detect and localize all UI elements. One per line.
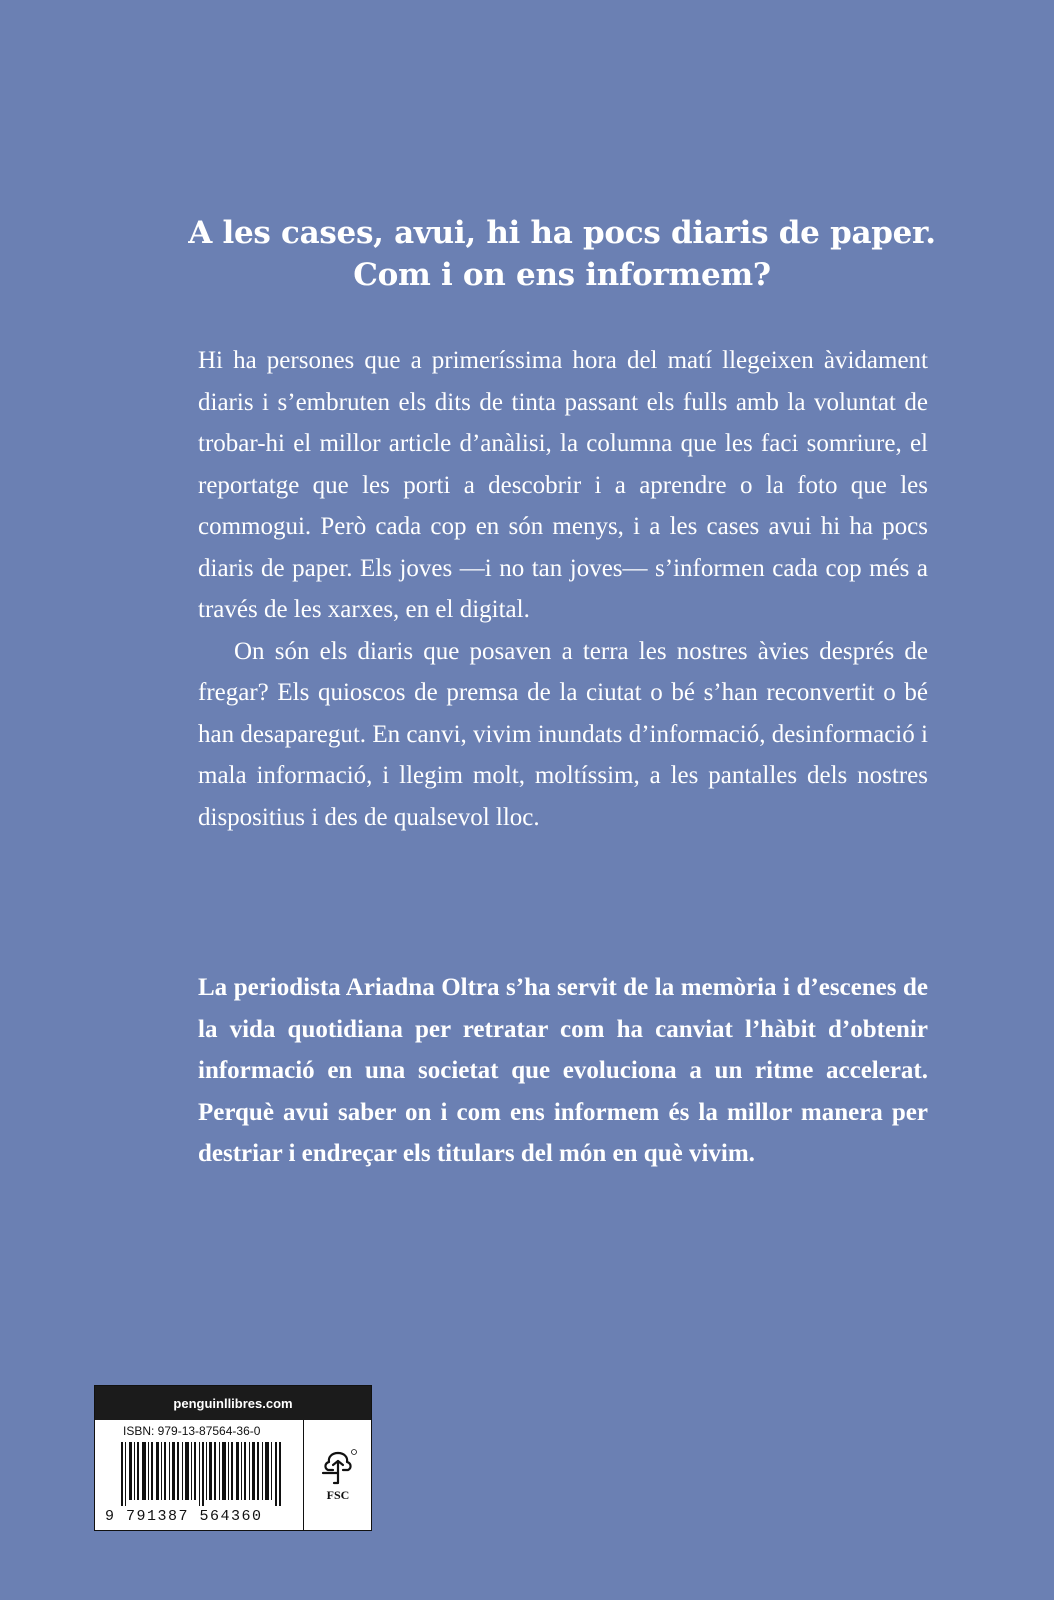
barcode-icon xyxy=(121,1442,281,1506)
headline-line-2: Com i on ens informem? xyxy=(353,257,771,293)
headline xyxy=(150,212,974,296)
author-blurb-text: La periodista Ariadna Oltra s’ha servit de la memòria i d’escenes de la vida quotidiana per retratar com ha canviat l’hàbit d’obtenir informació en una societat que evoluciona a un ritme accelerat. Perquè avui saber on i com ens informem és la millor manera per destriar i endreçar els titulars del món en què vivim. xyxy=(198,974,928,1167)
barcode-digits: 9 791387 564360 xyxy=(105,1508,263,1525)
fsc-label: FSC xyxy=(326,1488,350,1502)
barcode-panel xyxy=(94,1385,372,1531)
publisher-website: penguinllibres.com xyxy=(95,1386,371,1420)
barcode-area xyxy=(95,1420,304,1530)
synopsis-paragraph-2: On són els diaris que posaven a terra les nostres àvies després de fregar? Els quioscos de premsa de la ciutat o bé s’han reconvertit o bé han desaparegut. En canvi, vivim inundats d’informació, desinformació i mala informació, i llegim molt, moltíssim, a les pantalles dels nostres dispositius i des de qualsevol lloc. xyxy=(198,637,928,831)
synopsis-paragraph-1: Hi ha persones que a primeríssima hora del matí llegeixen àvidament diaris i s’embruten els dits de tinta passant els fulls amb la voluntat de trobar-hi el millor article d’anàlisi, la columna que les faci somriure, el reportatge que les porti a descobrir i a aprendre o la foto que les commogui. Però cada cop en són menys, i a les cases avui hi ha pocs diaris de paper. Els joves —i no tan joves— s’informen cada cop més a través de les xarxes, en el digital. xyxy=(198,347,928,623)
author-blurb xyxy=(198,967,928,1175)
fsc-tree-logo-icon xyxy=(317,1447,359,1487)
isbn-label: ISBN: 979-13-87564-36-0 xyxy=(123,1424,261,1438)
headline-line-1: A les cases, avui, hi ha pocs diaris de paper. xyxy=(188,215,936,251)
synopsis-body xyxy=(198,340,928,838)
fsc-mark xyxy=(305,1420,371,1530)
